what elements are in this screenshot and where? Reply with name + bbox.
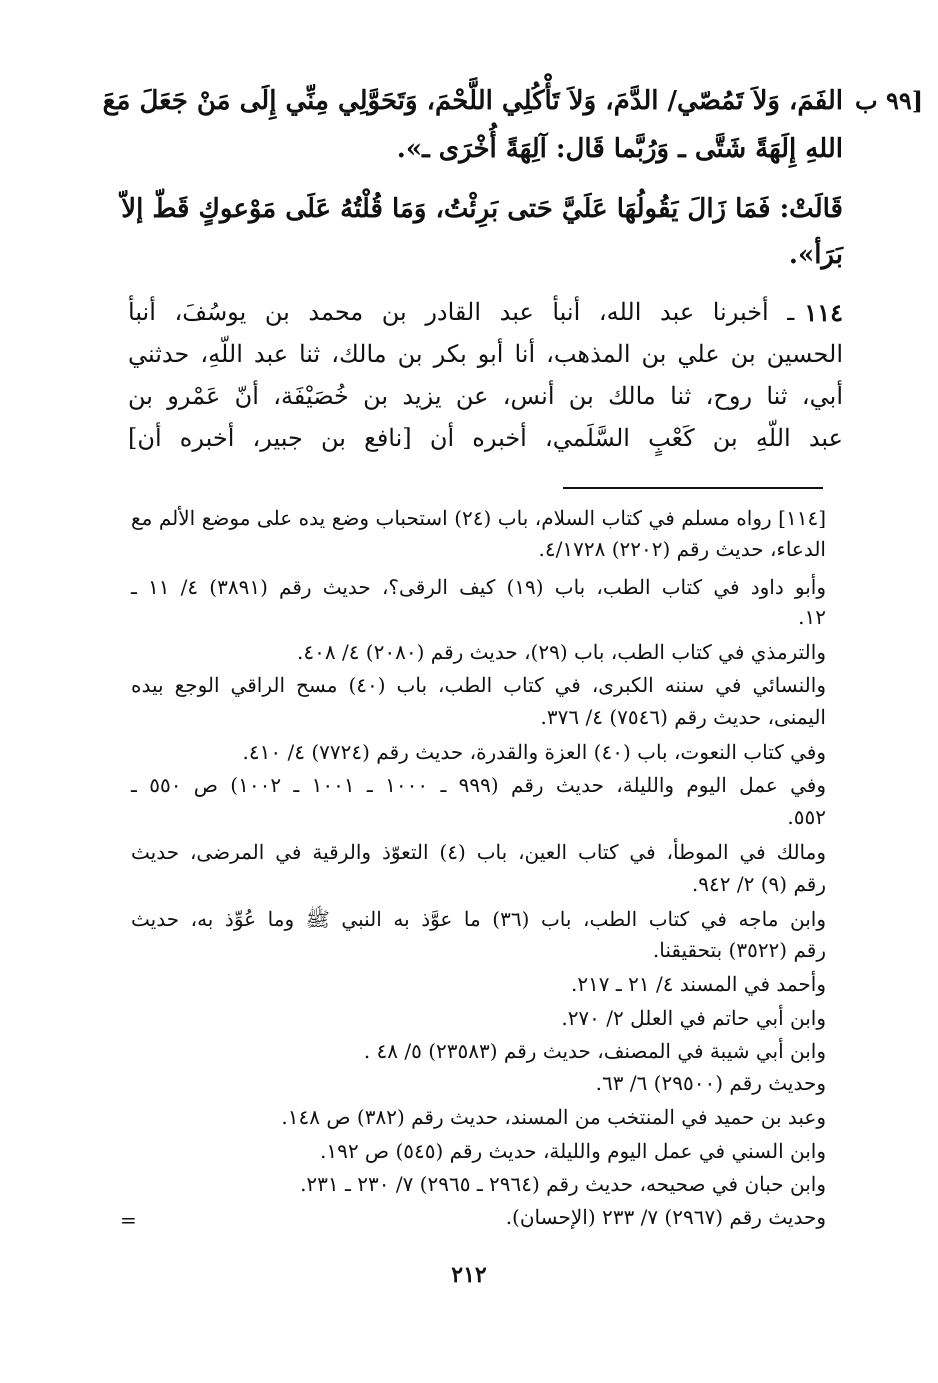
footnote-line: وابن حبان في صحيحه، حديث رقم (٢٩٦٤ ـ ٢٩٦٥) ٧/ ٢٣٠ ـ ٢٣١. — [300, 1172, 826, 1196]
hadith-line-1 — [128, 298, 843, 327]
footnote-line: وحديث رقم (٢٩٥٠٠) ٦/ ٦٣. — [595, 1071, 826, 1095]
footnote-line: وفي عمل اليوم والليلة، حديث رقم (٩٩٩ ـ ١٠٠٠ ـ ١٠٠١ ـ ١٠٠٢) ص ٥٥٠ ـ — [131, 773, 827, 797]
page-number: ٢١٢ — [451, 1262, 487, 1288]
footnote-line: وابن السني في عمل اليوم والليلة، حديث رقم (٥٤٥) ص ١٩٢. — [319, 1139, 826, 1163]
footnote-line: رقم (٣٥٢٢) بتحقيقنا. — [652, 938, 826, 962]
footnote-line: ٥٥٢. — [787, 805, 826, 829]
hadith-number: ١١٤ — [804, 298, 843, 327]
footnote-line: ومالك في الموطأ، في كتاب العين، باب (٤) التعوّذ والرقية في المرضى، حديث — [131, 840, 827, 864]
footnote-line: وابن أبي حاتم في العلل ٢/ ٢٧٠. — [561, 1006, 826, 1030]
footnote-line: وحديث رقم (٢٩٦٧) ٧/ ٢٣٣ (الإحسان). — [505, 1205, 826, 1229]
footnote-line: ١٢. — [798, 605, 826, 629]
footnote-line: وأبو داود في كتاب الطب، باب (١٩) كيف الرقى؟، حديث رقم (٣٨٩١) ٤/ ١١ ـ — [131, 575, 827, 599]
footnote-line: الدعاء، حديث رقم (٢٢٠٢) ٤/١٧٢٨. — [538, 537, 826, 561]
footnote-line: وفي كتاب النعوت، باب (٤٠) العزة والقدرة، حديث رقم (٧٧٢٤) ٤/ ٤١٠. — [242, 740, 826, 764]
footnote-line: وأحمد في المسند ٤/ ٢١ ـ ٢١٧. — [570, 972, 826, 996]
hadith-line-1-text: ـ أخبرنا عبد الله، أنبأ عبد القادر بن محمد بن يوسُفَ، أنبأ — [128, 298, 795, 326]
footnote-separator — [563, 487, 823, 489]
passage-line-3: قَالَتْ: فَمَا زَالَ يَقُولُهَا عَلَيَّ حَتى بَرِئْتُ، وَمَا قُلْتُهُ عَلَى مَوْعوكٍ قَطّ إلاّ — [121, 194, 843, 224]
footnote-line: رقم (٩) ٢/ ٩٤٢. — [691, 872, 826, 896]
continuation-mark: = — [120, 1208, 137, 1232]
manuscript-folio-note: [٩٩ ب — [855, 86, 924, 115]
passage-line-2: اللهِ إِلَهَةً شَتَّى ـ وَرُبَّما قَال: آلِهَةً أُخْرَى ـ». — [396, 134, 843, 164]
footnote-line: وعبد بن حميد في المنتخب من المسند، حديث رقم (٣٨٢) ص ١٤٨. — [281, 1105, 826, 1129]
passage-line-1: الفَمَ، وَلاَ تَمُصّي/ الدَّمَ، وَلاَ تَأْكُلِي اللَّحْمَ، وَتَحَوَّلِي مِنِّي إِلَى مَنْ جَعَلَ مَعَ — [102, 86, 843, 116]
footnote-line: وابن أبي شيبة في المصنف، حديث رقم (٢٣٥٨٣) ٥/ ٤٨ . — [363, 1039, 826, 1063]
footnote-line: [١١٤] رواه مسلم في كتاب السلام، باب (٢٤) استحباب وضع يده على موضع الألم مع — [131, 506, 826, 530]
passage-line-4: بَرَأ». — [788, 240, 843, 270]
hadith-line-4: عبد اللّهِ بن كَعْبٍ السَّلَمي، أخبره أن [نافع بن جبير، أخبره أن] — [128, 424, 843, 452]
footnote-line: والترمذي في كتاب الطب، باب (٢٩)، حديث رقم (٢٠٨٠) ٤/ ٤٠٨. — [297, 640, 826, 664]
footnote-line: والنسائي في سننه الكبرى، في كتاب الطب، باب (٤٠) مسح الراقي الوجع بيده — [131, 673, 826, 697]
hadith-line-3: أبي، ثنا روح، ثنا مالك بن أنس، عن يزيد بن خُصَيْفَة، أنّ عَمْرو بن — [128, 382, 843, 410]
footnote-line: وابن ماجه في كتاب الطب، باب (٣٦) ما عوَّذ به النبي ﷺ وما عُوِّذ به، حديث — [131, 907, 826, 931]
hadith-line-2: الحسين بن علي بن المذهب، أنا أبو بكر بن مالك، ثنا عبد اللّهِ، حدثني — [128, 340, 843, 368]
footnote-line: اليمنى، حديث رقم (٧٥٤٦) ٤/ ٣٧٦. — [540, 705, 826, 729]
